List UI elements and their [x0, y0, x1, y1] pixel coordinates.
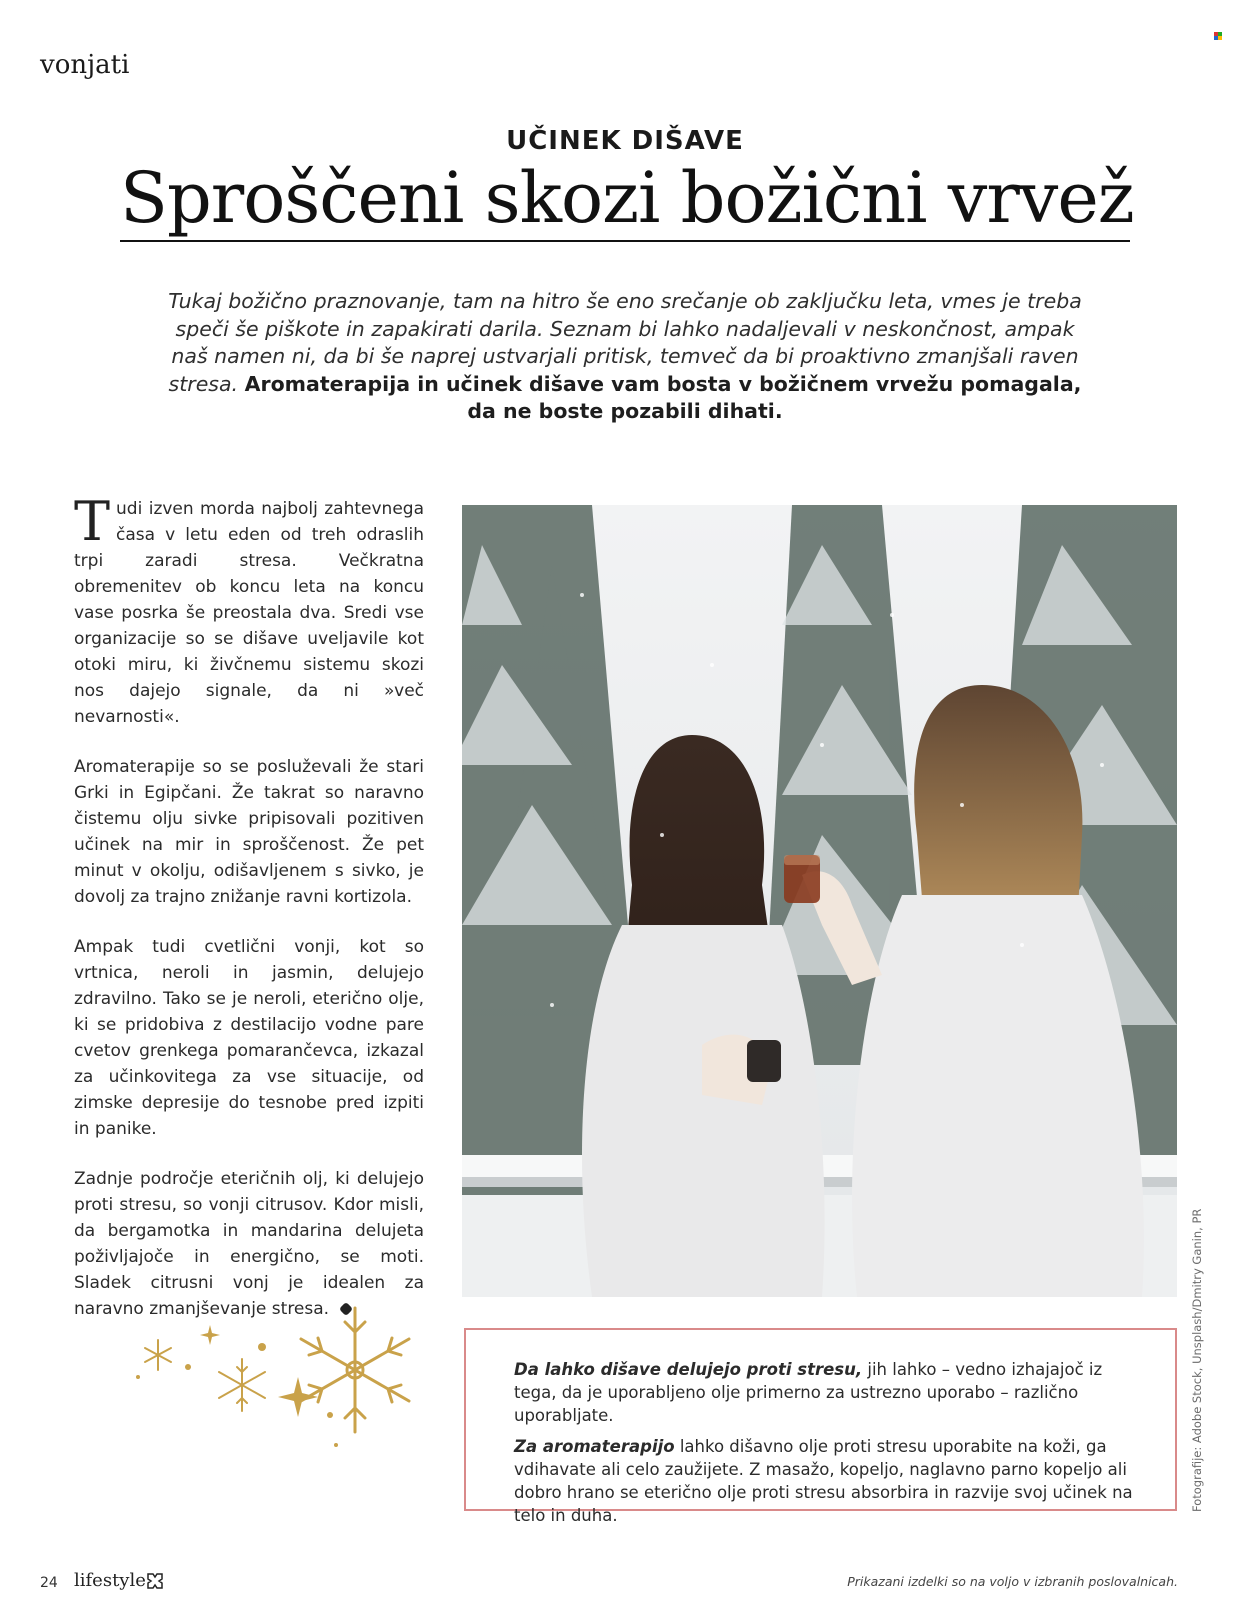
body-paragraph-1-text: udi izven morda najbolj zahtevnega časa v letu eden od treh odraslih trpi zaradi stresa. Večkratna obremenitev ob koncu leta na koncu vase posrka še preostala dva. Sredi vse organizacije so se dišave uveljavile kot otoki miru, ki živčnemu sistemu skozi nos dajejo signale, da ni »več nevarnosti«.	[74, 499, 424, 727]
article-lead	[160, 288, 1090, 426]
article-kicker: UČINEK DIŠAVE	[506, 126, 744, 156]
info-paragraph-2	[514, 1435, 1134, 1527]
snowy-forest-women-illustration	[462, 505, 1177, 1297]
article-photo	[462, 505, 1177, 1297]
info-paragraph-1-rest: jih lahko – vedno izhajajoč iz tega, da je uporabljeno olje primerno za ustrezno uporabo – različno uporabljate.	[514, 1360, 1103, 1425]
snowflakes-icon	[130, 1295, 430, 1485]
lead-bold: Aromaterapija in učinek dišave vam bosta v božičnem vrvežu pomagala, da ne boste pozabili dihati.	[244, 371, 1082, 423]
gift-icon	[146, 1572, 164, 1590]
snowflake-decoration	[130, 1295, 430, 1485]
info-paragraph-1-lead: Da lahko dišave delujejo proti stresu,	[514, 1360, 863, 1379]
headline-underline	[120, 240, 1130, 242]
article-headline: Sproščeni skozi božični vrvež	[120, 157, 1134, 239]
photo-credit: Fotografije: Adobe Stock, Unsplash/Dmitry Ganin, PR	[1190, 1208, 1204, 1512]
body-paragraph-4-text: Zadnje področje eteričnih olj, ki delujejo proti stresu, so vonji citrusov. Kdor misli, da bergamotka in mandarina delujeta poživljajoče in energično, se moti. Sladek citrusni vonj je idealen za naravno zmanjševanje stresa.	[74, 1169, 424, 1319]
body-paragraph-3: Ampak tudi cvetlični vonji, kot so vrtnica, neroli in jasmin, delujejo zdravilno. Tako se je neroli, eterično olje, ki se pridobiva z destilacijo vodne pare cvetov grenkega pomarančevca, izkazal za učinkovitega za vse situacije, od zimske depresije do tesnobe pred izpiti in panike.	[74, 937, 424, 1139]
lead-italic: Tukaj božično praznovanje, tam na hitro še eno srečanje ob zaključku leta, vmes je treba speči še piškote in zapakirati darila. Seznam bi lahko nadaljevali v neskončnost, ampak naš namen ni, da bi še naprej ustvarjali pritisk, temveč da bi proaktivno zmanjšali raven stresa.	[168, 289, 1082, 396]
body-column	[74, 490, 424, 1346]
section-label: vonjati	[40, 50, 130, 80]
info-paragraph-2-lead: Za aromaterapijo	[514, 1437, 675, 1456]
info-box-text	[514, 1358, 1134, 1535]
info-paragraph-2-rest: lahko dišavno olje proti stresu uporabite na koži, ga vdihavate ali celo zaužijete. Z masažo, kopeljo, naglavno parno kopeljo ali dobro hrano se eterično olje proti stresu absorbira in razvije svoj učinek na telo in duha.	[514, 1437, 1133, 1525]
body-paragraph-1	[74, 490, 424, 730]
footer-note: Prikazani izdelki so na voljo v izbranih poslovalnicah.	[847, 1574, 1178, 1589]
footer-brand: lifestyle	[74, 1570, 146, 1591]
body-paragraph-2: Aromaterapije so se posluževali že stari Grki in Egipčani. Že takrat so naravno čistemu olju sivke pripisovali pozitiven učinek na mir in sproščenost. Že pet minut v okolju, odišavljenem s sivko, je dovolj za trajno znižanje ravni kortizola.	[74, 757, 424, 907]
page-number: 24	[40, 1575, 58, 1591]
drop-cap: T	[74, 490, 111, 553]
color-mark-icon	[1214, 32, 1222, 40]
info-paragraph-1	[514, 1358, 1134, 1427]
